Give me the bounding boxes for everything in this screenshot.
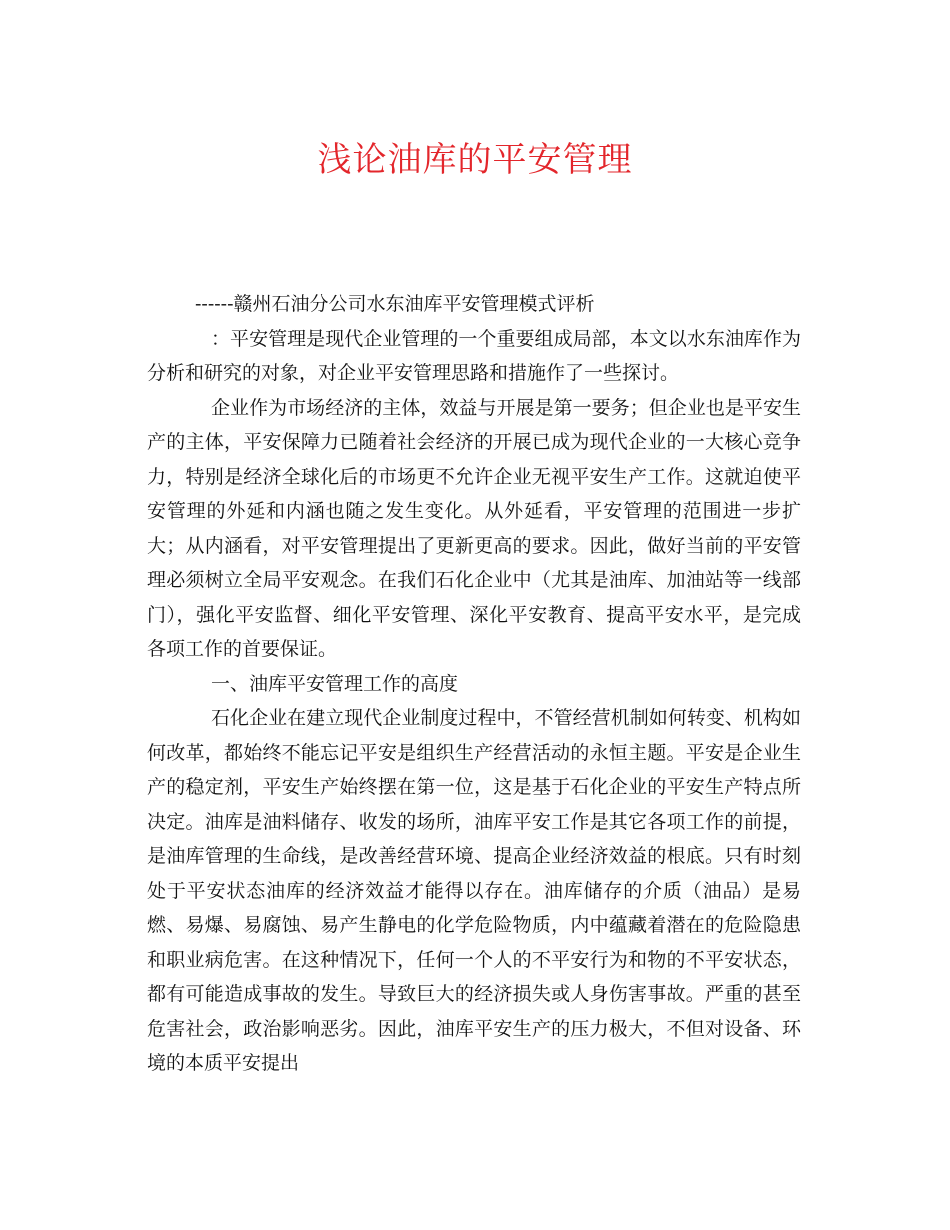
paragraph-section-1: 石化企业在建立现代企业制度过程中，不管经营机制如何转变、机构如何改革，都始终不能忘记平安是组织生产经营活动的永恒主题。平安是企业生产的稳定剂，平安生产始终摆在第一位，这是基于石化企业的平安生产特点所决定。油库是油料储存、收发的场所，油库平安工作是其它各项工作的前提，是油库管理的生命线，是改善经营环境、提高企业经济效益的根底。只有时刻处于平安状态油库的经济效益才能得以存在。油库储存的介质（油品）是易燃、易爆、易腐蚀、易产生静电的化学危险物质，内中蕴藏着潜在的危险隐患和职业病危害。在这种情况下，任何一个人的不平安行为和物的不平安状态，都有可能造成事故的发生。导致巨大的经济损失或人身伤害事故。严重的甚至危害社会，政治影响恶劣。因此，油库平安生产的压力极大，不但对设备、环境的本质平安提出	[147, 707, 801, 1074]
document-abstract: ：平安管理是现代企业管理的一个重要组成局部，本文以水东油库作为分析和研究的对象，对企业平安管理思路和措施作了一些探讨。	[147, 327, 801, 384]
section-heading-1: 一、油库平安管理工作的高度	[211, 672, 459, 695]
document-title: 浅论油库的平安管理	[317, 140, 633, 180]
document-subtitle: ------赣州石油分公司水东油库平安管理模式评析	[195, 293, 595, 315]
paragraph-intro: 企业作为市场经济的主体，效益与开展是第一要务；但企业也是平安生产的主体，平安保障力已随着社会经济的开展已成为现代企业的一大核心竞争力，特别是经济全球化后的市场更不允许企业无视平安生产工作。这就迫使平安管理的外延和内涵也随之发生变化。从外延看，平安管理的范围进一步扩大；从内涵看，对平安管理提出了更新更高的要求。因此，做好当前的平安管理必须树立全局平安观念。在我们石化企业中（尤其是油库、加油站等一线部门），强化平安监督、细化平安管理、深化平安教育、提高平安水平，是完成各项工作的首要保证。	[147, 396, 801, 660]
document-body	[147, 287, 801, 1081]
